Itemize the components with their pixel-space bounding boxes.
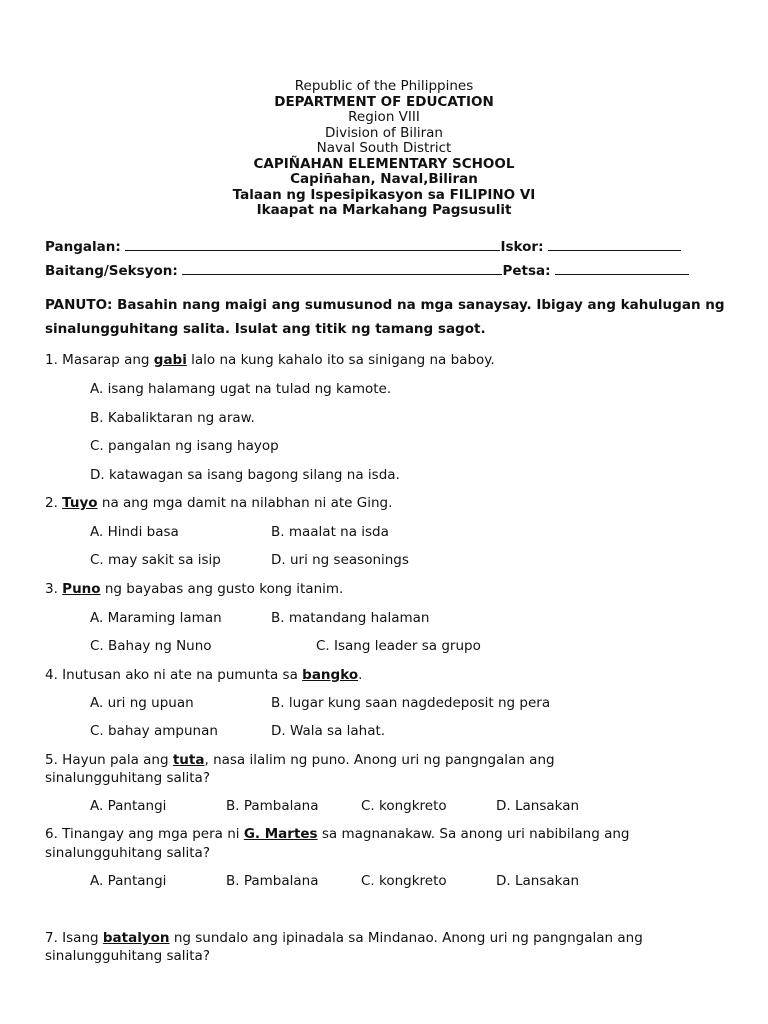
question-7 xyxy=(45,930,643,946)
question-6-choice-a[interactable]: A. Pantangi xyxy=(90,873,167,889)
question-2-underlined-word: Tuyo xyxy=(62,495,98,511)
question-5-choice-a[interactable]: A. Pantangi xyxy=(90,798,167,814)
question-2-choice-a[interactable]: A. Hindi basa xyxy=(90,524,179,540)
question-5-choice-c[interactable]: C. kongkreto xyxy=(361,798,447,814)
question-5-choice-b[interactable]: B. Pambalana xyxy=(226,798,319,814)
question-3-underlined-word: Puno xyxy=(62,581,101,597)
question-4-choice-b[interactable]: B. lugar kung saan nagdedeposit ng pera xyxy=(271,695,551,711)
date-label: Petsa: xyxy=(502,263,551,279)
question-3-text-end: ng bayabas ang gusto kong itanim. xyxy=(100,581,344,597)
header-title: Talaan ng Ispesipikasyon sa FILIPINO VI xyxy=(232,186,536,203)
question-1-underlined-word: gabi xyxy=(153,352,187,368)
header-region: Region VIII xyxy=(348,109,420,125)
header-address: Capiñahan, Naval,Biliran xyxy=(290,171,478,187)
document-header xyxy=(0,79,768,219)
question-6-choice-b[interactable]: B. Pambalana xyxy=(226,873,319,889)
header-subtitle: Ikaapat na Markahang Pagsusulit xyxy=(256,202,512,218)
question-1-text-start: 1. Masarap ang xyxy=(45,352,154,368)
question-7-text-end: ng sundalo ang ipinadala sa Mindanao. Anong uri ng pangngalan ang xyxy=(169,930,643,946)
question-6-choice-c[interactable]: C. kongkreto xyxy=(361,873,447,889)
question-5-underlined-word: tuta xyxy=(172,752,205,768)
question-6 xyxy=(45,826,629,842)
question-3-choice-c[interactable]: C. Bahay ng Nuno xyxy=(90,638,212,654)
question-6-line-2: sinalungguhitang salita? xyxy=(45,845,210,861)
question-6-text-end: sa magnanakaw. Sa anong uri nabibilang ang xyxy=(317,826,630,842)
question-4-choice-d[interactable]: D. Wala sa lahat. xyxy=(271,723,386,739)
question-5-text-end: , nasa ilalim ng puno. Anong uri ng pangngalan ang xyxy=(204,752,555,768)
score-blank[interactable] xyxy=(548,238,681,251)
question-4-underlined-word: bangko xyxy=(302,667,359,683)
question-6-text-start: 6. Tinangay ang mga pera ni xyxy=(45,826,244,842)
question-2-text-end: na ang mga damit na nilabhan ni ate Ging. xyxy=(97,495,393,511)
question-3-choice-d[interactable]: C. Isang leader sa grupo xyxy=(316,638,481,654)
header-department: DEPARTMENT OF EDUCATION xyxy=(274,93,494,110)
name-label: Pangalan: xyxy=(45,239,121,255)
question-2-choice-c[interactable]: C. may sakit sa isip xyxy=(90,552,221,568)
date-blank[interactable] xyxy=(555,262,689,275)
section-blank[interactable] xyxy=(182,262,502,275)
question-6-choice-d[interactable]: D. Lansakan xyxy=(496,873,580,889)
question-4-choice-a[interactable]: A. uri ng upuan xyxy=(90,695,194,711)
question-7-text-start: 7. Isang xyxy=(45,930,103,946)
question-1-choice-b[interactable]: B. Kabaliktaran ng araw. xyxy=(90,410,255,426)
question-5 xyxy=(45,752,555,768)
question-1 xyxy=(45,352,495,368)
question-3-choice-a[interactable]: A. Maraming laman xyxy=(90,610,222,626)
question-4-text-end: . xyxy=(358,667,363,683)
header-district: Naval South District xyxy=(316,140,452,156)
score-label: Iskor: xyxy=(500,239,544,255)
question-7-line-2: sinalungguhitang salita? xyxy=(45,948,210,964)
name-blank[interactable] xyxy=(125,238,500,251)
section-label: Baitang/Seksyon: xyxy=(45,263,178,279)
question-5-text-start: 5. Hayun pala ang xyxy=(45,752,173,768)
header-republic: Republic of the Philippines xyxy=(294,78,474,94)
question-5-choice-d[interactable]: D. Lansakan xyxy=(496,798,580,814)
name-score-row xyxy=(45,238,681,255)
question-2-choice-d[interactable]: D. uri ng seasonings xyxy=(271,552,409,568)
question-1-text-end: lalo na kung kahalo ito sa sinigang na baboy. xyxy=(186,352,495,368)
header-division: Division of Biliran xyxy=(325,124,443,141)
question-4 xyxy=(45,667,362,683)
question-7-underlined-word: batalyon xyxy=(102,930,170,946)
question-1-choice-d[interactable]: D. katawagan sa isang bagong silang na isda. xyxy=(90,467,400,483)
header-school: CAPIÑAHAN ELEMENTARY SCHOOL xyxy=(253,155,515,172)
question-1-choice-a[interactable]: A. isang halamang ugat na tulad ng kamote. xyxy=(90,381,392,397)
question-3-choice-b[interactable]: B. matandang halaman xyxy=(271,610,430,626)
question-6-underlined-word: G. Martes xyxy=(243,826,318,842)
question-3 xyxy=(45,581,343,597)
section-date-row xyxy=(45,262,689,279)
question-2-choice-b[interactable]: B. maalat na isda xyxy=(271,524,389,540)
question-3-text-start: 3. xyxy=(45,581,63,597)
instructions: PANUTO: Basahin nang maigi ang sumusunod na mga sanaysay. Ibigay ang kahulugan ng sinalungguhitang salita. Isulat ang titik ng tamang sagot. xyxy=(45,297,725,337)
question-4-choice-c[interactable]: C. bahay ampunan xyxy=(90,723,218,739)
question-2 xyxy=(45,495,392,511)
question-4-text-start: 4. Inutusan ako ni ate na pumunta sa xyxy=(45,667,303,683)
question-1-choice-c[interactable]: C. pangalan ng isang hayop xyxy=(90,438,279,454)
question-5-line-2: sinalungguhitang salita? xyxy=(45,770,210,786)
question-2-text-start: 2. xyxy=(45,495,63,511)
